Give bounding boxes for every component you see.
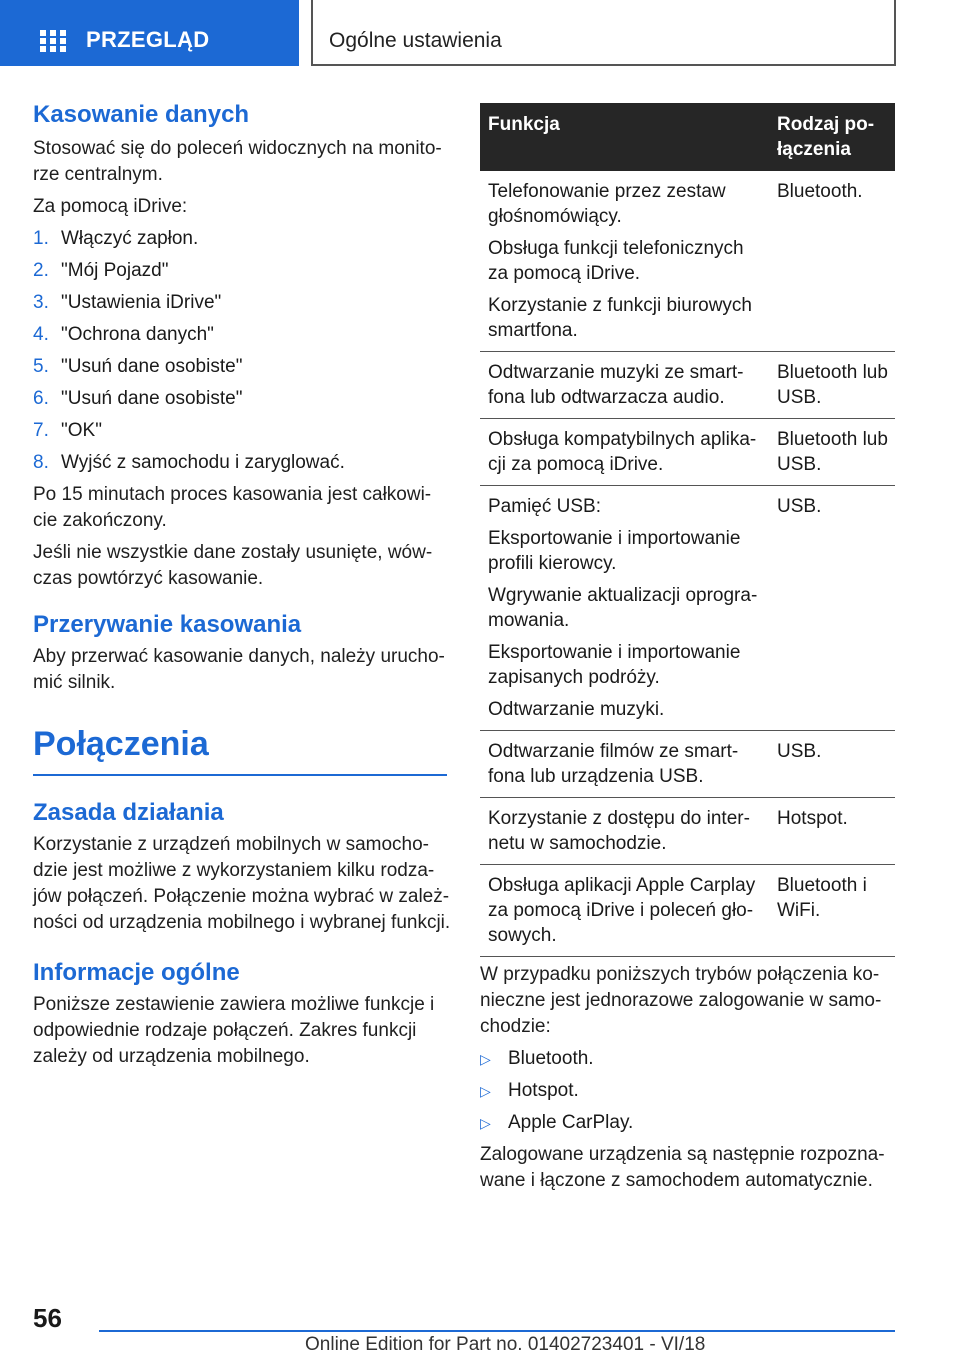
login-outro: Zalogowane urządzenia są następnie rozpozna- wane i łączone z samochodem automatycznie. bbox=[480, 1144, 885, 1191]
przerywanie-text: Aby przerwać kasowanie danych, należy urucho- mić silnik. bbox=[33, 646, 445, 693]
heading-przerywanie: Przerywanie kasowania bbox=[33, 611, 302, 638]
table-row bbox=[480, 798, 895, 865]
login-modes-list bbox=[480, 1046, 895, 1136]
left-column bbox=[33, 100, 451, 1070]
function-cell: Pamięć USB: Eksportowanie i importowanie profili kierowcy. Wgrywanie aktualizacji oprogra- mowania. Eksportowanie i importowanie zapisanych podróży. Odtwarzanie muzyki. bbox=[480, 486, 769, 731]
table-row bbox=[480, 865, 895, 957]
connection-type-cell: USB. bbox=[769, 731, 895, 798]
triangle-bullet-icon: ▷ bbox=[480, 1083, 491, 1099]
function-cell: Obsługa kompatybilnych aplika- cji za pomocą iDrive. bbox=[480, 419, 769, 486]
function-cell: Odtwarzanie muzyki ze smart- fona lub odtwarzacza audio. bbox=[480, 352, 769, 419]
connections-table bbox=[480, 103, 895, 957]
connection-type-cell: Bluetooth lub USB. bbox=[769, 352, 895, 419]
footer-rule bbox=[99, 1330, 895, 1332]
informacje-text: Poniższe zestawienie zawiera możliwe funkcje i odpowiednie rodzaje połączeń. Zakres funkcji zależy od urządzenia mobilnego. bbox=[33, 994, 435, 1067]
triangle-bullet-icon: ▷ bbox=[480, 1115, 491, 1131]
heading-polaczenia: Połączenia bbox=[33, 725, 209, 763]
edition-note: Online Edition for Part no. 01402723401 - VI/18 bbox=[305, 1334, 706, 1355]
overview-tab[interactable] bbox=[0, 0, 299, 66]
section-header bbox=[311, 0, 896, 66]
heading-rule bbox=[33, 774, 447, 776]
login-intro: W przypadku poniższych trybów połączenia ko- nieczne jest jednorazowe zalogowanie w samo- chodzie: bbox=[480, 964, 882, 1037]
right-text bbox=[480, 962, 895, 1194]
kasowanie-sub: Za pomocą iDrive: bbox=[33, 196, 188, 217]
column-header-funkcja: Funkcja bbox=[480, 103, 769, 171]
page-number: 56 bbox=[33, 1303, 62, 1333]
table-row bbox=[480, 486, 895, 731]
kasowanie-intro: Stosować się do poleceń widocznych na monito- rze centralnym. bbox=[33, 138, 442, 185]
table-row bbox=[480, 419, 895, 486]
step-item: 7. "OK" bbox=[33, 420, 102, 441]
heading-kasowanie: Kasowanie danych bbox=[33, 101, 250, 128]
list-item: ▷ Hotspot. bbox=[480, 1078, 895, 1104]
step-item: 2. "Mój Pojazd" bbox=[33, 260, 169, 281]
table-row bbox=[480, 171, 895, 352]
grid-icon bbox=[40, 30, 66, 52]
table-row bbox=[480, 352, 895, 419]
heading-informacje: Informacje ogólne bbox=[33, 959, 240, 986]
step-item: 5. "Usuń dane osobiste" bbox=[33, 356, 243, 377]
connection-type-cell: Bluetooth i WiFi. bbox=[769, 865, 895, 957]
connection-type-cell: Bluetooth. bbox=[769, 171, 895, 352]
function-cell: Korzystanie z dostępu do inter- netu w samochodzie. bbox=[480, 798, 769, 865]
step-item: 3. "Ustawienia iDrive" bbox=[33, 292, 222, 313]
step-item: 8. Wyjść z samochodu i zaryglować. bbox=[33, 452, 345, 473]
overview-tab-label: PRZEGLĄD bbox=[86, 27, 210, 52]
connection-type-cell: Bluetooth lub USB. bbox=[769, 419, 895, 486]
zasada-text: Korzystanie z urządzeń mobilnych w samocho- dzie jest możliwe z wykorzystaniem kilku rodza- jów połączeń. Połączenie można wybrać w zależ- ności od urządzenia mobilnego i wybranej funkcji. bbox=[33, 834, 451, 933]
kasowanie-steps bbox=[33, 226, 451, 476]
step-item: 6. "Usuń dane osobiste" bbox=[33, 388, 243, 409]
list-item: ▷ Apple CarPlay. bbox=[480, 1110, 895, 1136]
step-item: 1. Włączyć zapłon. bbox=[33, 228, 199, 249]
triangle-bullet-icon: ▷ bbox=[480, 1051, 491, 1067]
kasowanie-after-1: Po 15 minutach proces kasowania jest całkowi- cie zakończony. bbox=[33, 484, 432, 531]
table-header-row bbox=[480, 103, 895, 171]
function-cell: Odtwarzanie filmów ze smart- fona lub urządzenia USB. bbox=[480, 731, 769, 798]
connection-type-cell: USB. bbox=[769, 486, 895, 731]
function-cell: Obsługa aplikacji Apple Carplay za pomocą iDrive i poleceń gło- sowych. bbox=[480, 865, 769, 957]
list-item: ▷ Bluetooth. bbox=[480, 1046, 895, 1072]
section-title: Ogólne ustawienia bbox=[329, 29, 502, 52]
kasowanie-after-2: Jeśli nie wszystkie dane zostały usunięte, wów- czas powtórzyć kasowanie. bbox=[33, 542, 433, 589]
column-header-rodzaj: Rodzaj po- łączenia bbox=[769, 103, 895, 171]
connection-type-cell: Hotspot. bbox=[769, 798, 895, 865]
function-cell: Telefonowanie przez zestaw głośnomówiący. Obsługa funkcji telefonicznych za pomocą iDrive. Korzystanie z funkcji biurowych smartfona. bbox=[480, 171, 769, 352]
step-item: 4. "Ochrona danych" bbox=[33, 324, 214, 345]
table-row bbox=[480, 731, 895, 798]
heading-zasada: Zasada działania bbox=[33, 799, 224, 826]
